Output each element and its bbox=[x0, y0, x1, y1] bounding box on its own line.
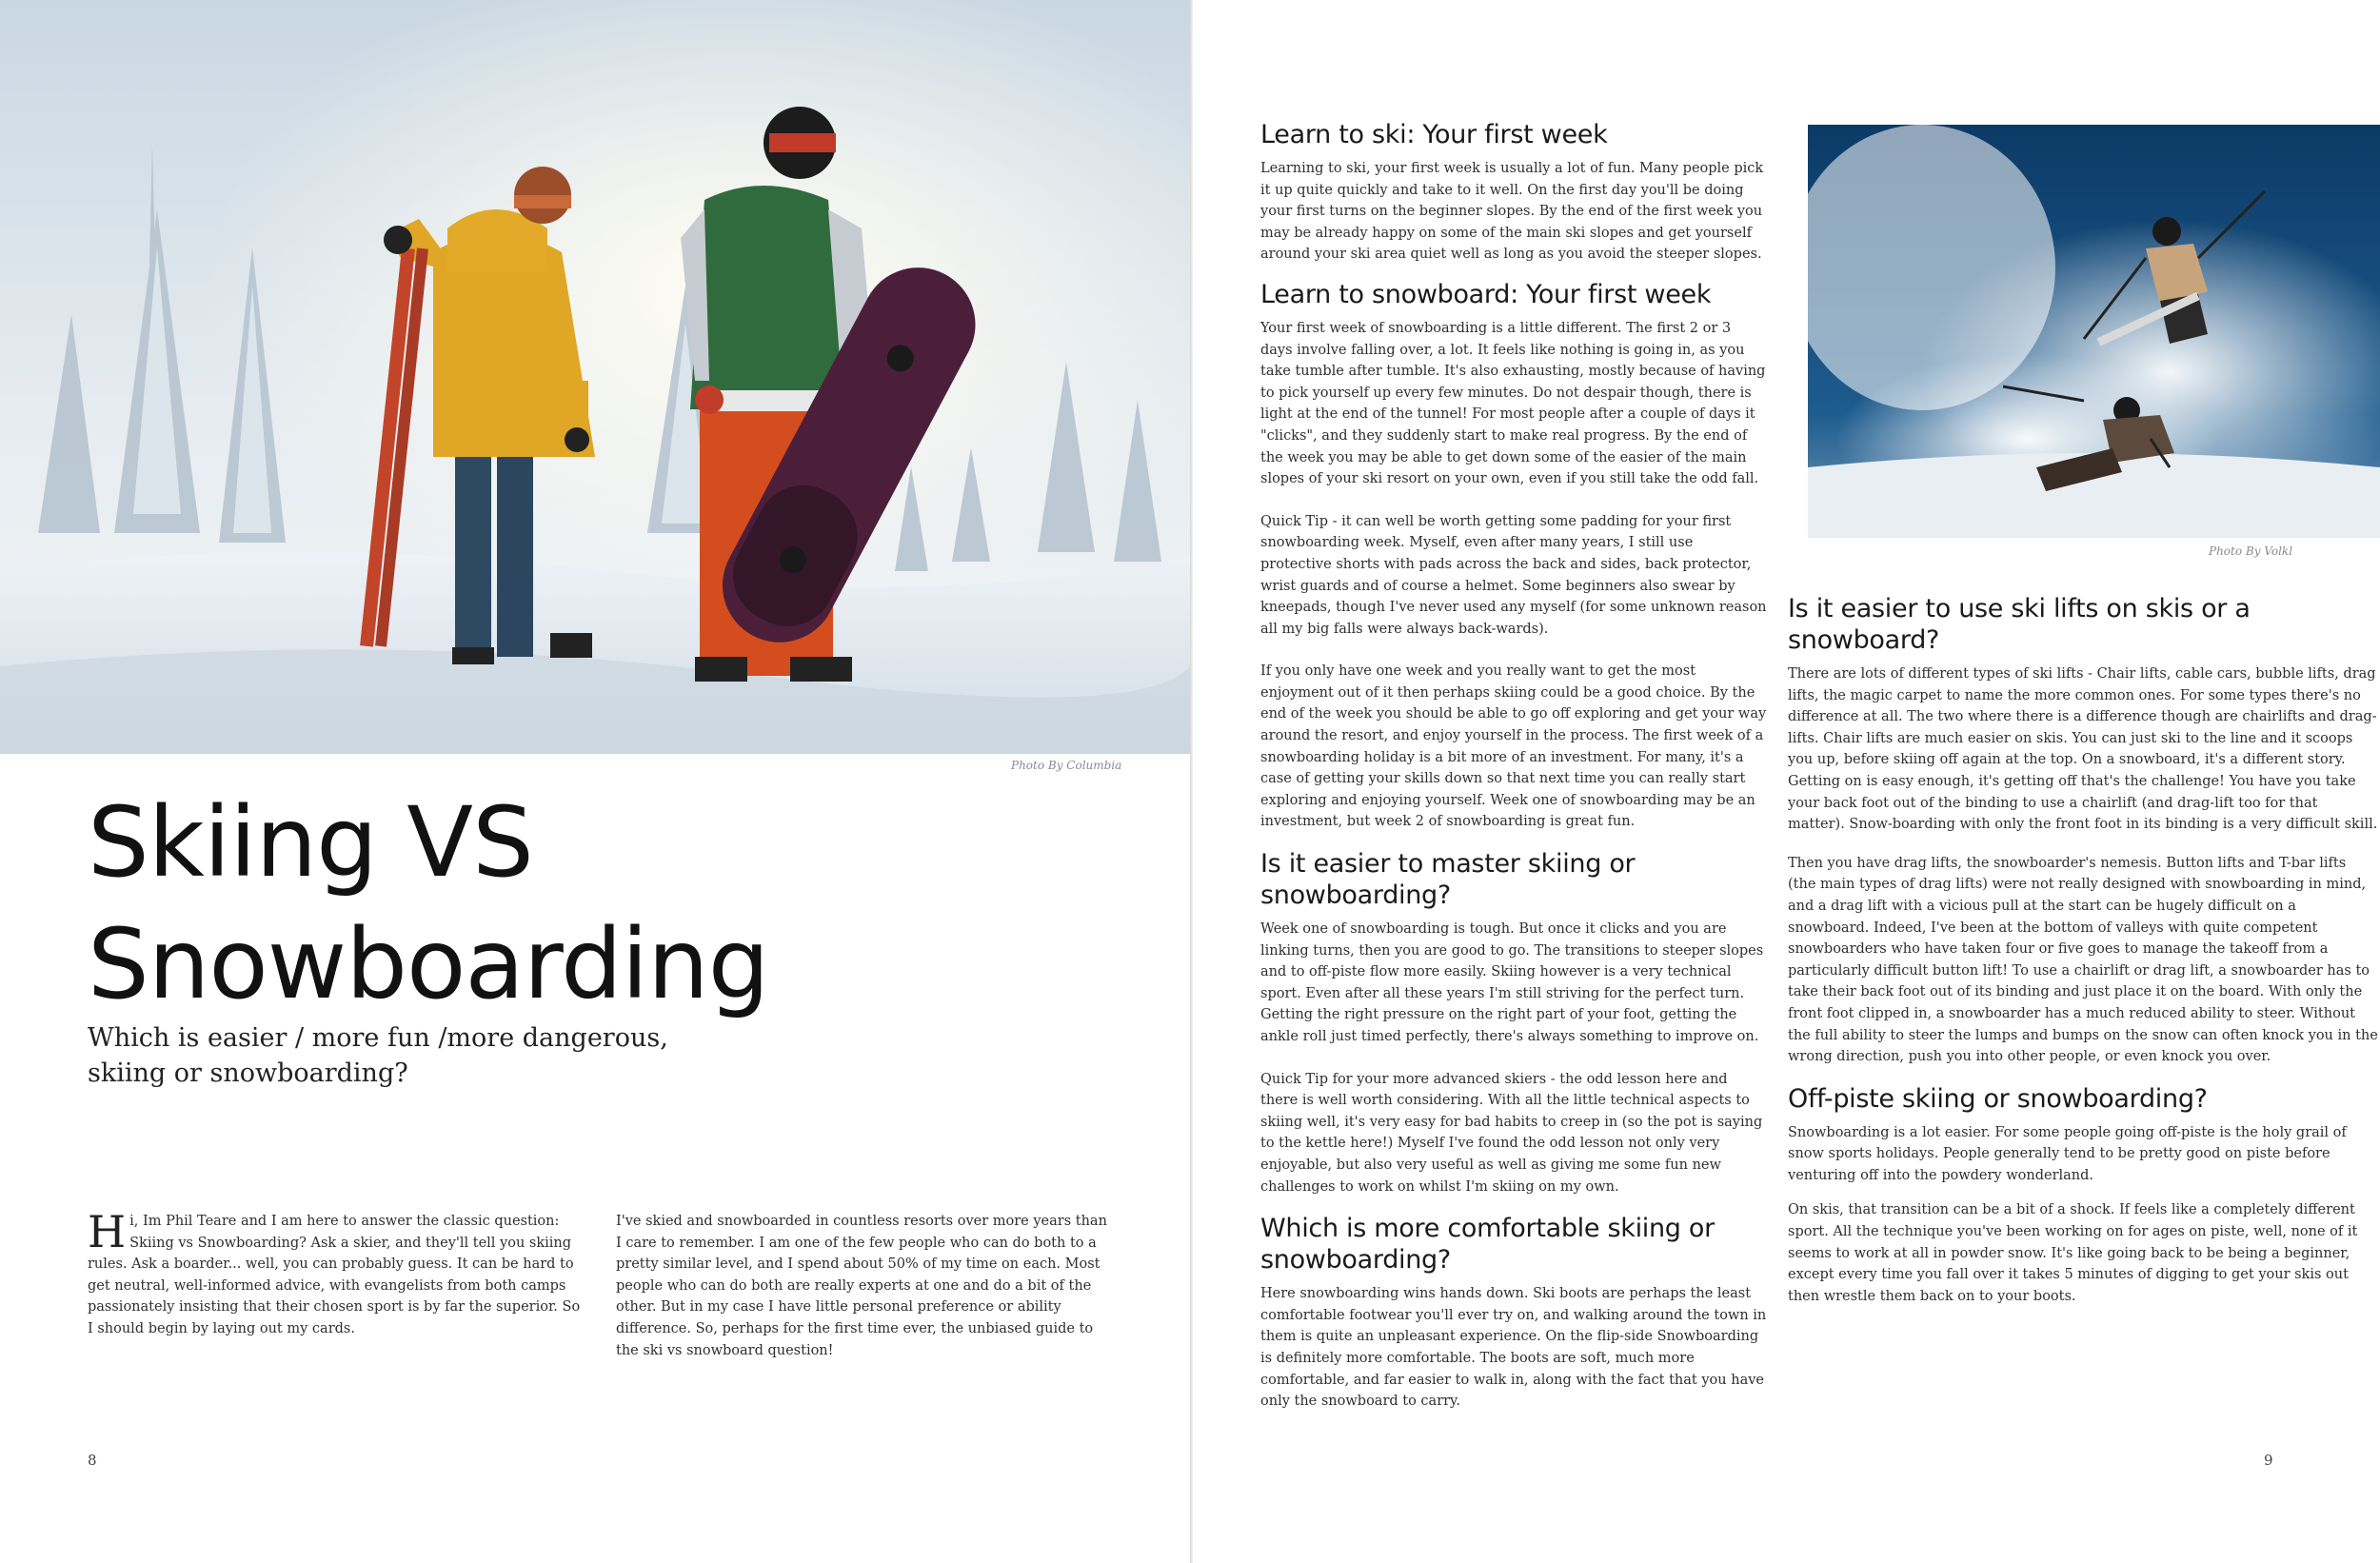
subtitle-line-1: Which is easier / more fun /more dangerous, bbox=[88, 1023, 668, 1053]
article-subtitle bbox=[88, 1020, 735, 1091]
section-comfortable bbox=[1260, 1213, 1767, 1413]
section-offpiste bbox=[1788, 1083, 2378, 1308]
heading-comfortable: Which is more comfortable skiing or snowboarding? bbox=[1260, 1214, 1715, 1276]
skiers-photo-illustration bbox=[1808, 125, 2380, 538]
paragraph-lifts-2: Then you have drag lifts, the snowboarder's nemesis. Button lifts and T-bar lifts (the main types of drag lifts) were not really designed with snowboarding in mind, and a drag lift with a vicious pull at the start can be hugely difficult on a snowboard. Indeed, I've been at the bottom of valleys with quite competent snowboarders who have taken four or five goes to manage the takeoff from a particularly difficult button lift! To use a chairlift or drag lift, a snowboarder has to take their back foot out of its binding and just place it on the board. With only the front foot clipped in, a snowboarder has a much reduced ability to steer. Without the full ability to steer the lumps and bumps on the snow can often knock you in the wrong direction, push you into other people, or even knock you over. bbox=[1788, 855, 2378, 1065]
paragraph-offpiste-2: On skis, that transition can be a bit of a shock. If feels like a completely different sport. All the technique you've been working on for ages on piste, well, none of it seems to work at all in powder snow. It's like going back to be being a beginner, except every time you fall over it takes 5 minutes of digging to get your skis out then wrestle them back on to your boots. bbox=[1788, 1202, 2358, 1304]
intro-column-2 bbox=[616, 1211, 1116, 1361]
right-page bbox=[1193, 0, 2380, 1563]
paragraph-first-week-ski: Learning to ski, your first week is usually a lot of fun. Many people pick it up quite quickly and take to it well. On the first day you'll be doing your first turns on the beginner slopes. By the end of the first week you may be already happy on some of the main ski slopes and get yourself around your ski area quiet well as long as you avoid the steeper slopes. bbox=[1260, 161, 1764, 263]
title-line-2: Snowboarding bbox=[88, 908, 769, 1021]
paragraph-first-week-board-1: Your first week of snowboarding is a little different. The first 2 or 3 days involve falling over, a lot. It feels like nothing is going in, as you take tumble after tumble. It's also exhausting, mostly because of having to pick yourself up every few minutes. Do not despair though, there is light at the end of the tunnel! For most people after a couple of days it "clicks", and they suddenly start to make real progress. By the end of the week you may be able to get down some of the easier of the main slopes of your ski resort on your own, even if you still take the odd fall. bbox=[1260, 320, 1766, 487]
intro-text-1: i, Im Phil Teare and I am here to answer the classic question: Skiing vs Snowboarding? Ask a skier, and they'll tell you skiing rules. Ask a boarder... well, you can probably guess. It can be hard to get neutral, well-informed advice, with evangelists from both camps passionately insisting that their chosen sport is by far the superior. So I should begin by laying out my cards. bbox=[88, 1214, 581, 1336]
paragraph-master-1: Week one of snowboarding is tough. But once it clicks and you are linking turns, then you are good to go. The transitions to steeper slopes and to off-piste flow more easily. Skiing however is a very technical sport. Even after all these years I'm still striving for the perfect turn. Getting the right pressure on the right part of your foot, getting the ankle roll just timed perfectly, there's always something to improve on. bbox=[1260, 921, 1764, 1044]
section-first-week-ski bbox=[1260, 119, 1767, 266]
heading-first-week-board: Learn to snowboard: Your first week bbox=[1260, 279, 1712, 309]
paragraph-first-week-board-3: If you only have one week and you really want to get the most enjoyment out of it then perhaps skiing could be a good choice. By the end of the week you should be able to go off exploring and get your way around the resort, and enjoy yourself in the process. The first week of a snowboarding holiday is a bit more of an investment. For many, it's a case of getting your skills down so that next time you can really start exploring and enjoying yourself. Week one of snowboarding may be an investment, but week 2 of snowboarding is great fun. bbox=[1260, 663, 1767, 830]
intro-column-1 bbox=[88, 1206, 581, 1340]
skiers-photo-caption: Photo By Volkl bbox=[2209, 544, 2293, 558]
title-line-1: Skiing VS bbox=[88, 786, 533, 900]
hero-photo bbox=[0, 0, 1190, 754]
paragraph-master-tip: Quick Tip for your more advanced skiers - the odd lesson here and there is well worth considering. With all the little technical aspects to skiing well, it's very easy for bad habits to creep in (so the pot is saying to the kettle here!) Myself I've found the odd lesson not only very enjoyable, but also very useful as well as giving me some fun new challenges to work on whilst I'm skiing on my own. bbox=[1260, 1071, 1763, 1195]
paragraph-offpiste-1: Snowboarding is a lot easier. For some people going off-piste is the holy grail of snow sports holidays. People generally tend to be pretty good on piste before venturing off into the powdery wonderland. bbox=[1788, 1124, 2347, 1183]
heading-offpiste: Off-piste skiing or snowboarding? bbox=[1788, 1083, 2208, 1114]
subtitle-line-2: skiing or snowboarding? bbox=[88, 1058, 408, 1088]
right-column-1 bbox=[1260, 119, 1767, 1413]
heading-master: Is it easier to master skiing or snowboarding? bbox=[1260, 849, 1636, 911]
heading-lifts: Is it easier to use ski lifts on skis or a snowboard? bbox=[1788, 594, 2251, 655]
hero-photo-caption: Photo By Columbia bbox=[1011, 759, 1122, 772]
paragraph-lifts-1: There are lots of different types of ski lifts - Chair lifts, cable cars, bubble lifts, drag lifts, the magic carpet to name the more common ones. For some types there's no difference at all. The two where there is a difference though are chairlifts and drag-lifts. Chair lifts are much easier on skis. You can just ski to the line and it scoops you up, before skiing off again at the top. On a snowboard, it's a different story. Getting on is easy enough, it's getting off that's the challenge! You have you take your back foot out of the binding to use a chairlift (and drag-lift too for that matter). Snow-boarding with only the front foot in its binding is a very difficult skill. bbox=[1788, 666, 2378, 833]
section-first-week-board bbox=[1260, 279, 1767, 833]
skiers-photo bbox=[1808, 125, 2380, 538]
article-title bbox=[88, 782, 769, 1026]
page-number-right: 9 bbox=[2264, 1452, 2273, 1469]
intro-paragraph-1 bbox=[88, 1206, 581, 1340]
section-lifts bbox=[1788, 593, 2378, 1068]
drop-cap: H bbox=[88, 1206, 127, 1257]
paragraph-first-week-board-tip: Quick Tip - it can well be worth getting some padding for your first snowboarding week. Myself, even after many years, I still use protective shorts with pads across the back and sides, back protector, wrist guards and of course a helmet. Some beginners also swear by kneepads, though I've never used any myself (for some unknown reason all my big falls were always back-wards). bbox=[1260, 513, 1767, 637]
section-master bbox=[1260, 848, 1767, 1197]
heading-first-week-ski: Learn to ski: Your first week bbox=[1260, 120, 1608, 149]
right-column-2 bbox=[1788, 593, 2378, 1307]
paragraph-comfortable: Here snowboarding wins hands down. Ski boots are perhaps the least comfortable footwear you'll ever try on, and walking around the town in them is quite an unpleasant experience. On the flip-side Snowboarding is definitely more comfortable. The boots are soft, much more comfortable, and far easier to walk in, along with the fact that you have only the snowboard to carry. bbox=[1260, 1286, 1767, 1410]
intro-paragraph-2: I've skied and snowboarded in countless resorts over more years than I care to remember. I am one of the few people who can do both to a pretty similar level, and I spend about 50% of my time on each. Most people who can do both are really experts at one and do a bit of the other. But in my case I have little personal preference or ability difference. So, perhaps for the first time ever, the unbiased guide to the ski vs snowboard question! bbox=[616, 1214, 1107, 1358]
page-number-left: 8 bbox=[88, 1452, 97, 1469]
hero-photo-illustration bbox=[0, 0, 1190, 754]
